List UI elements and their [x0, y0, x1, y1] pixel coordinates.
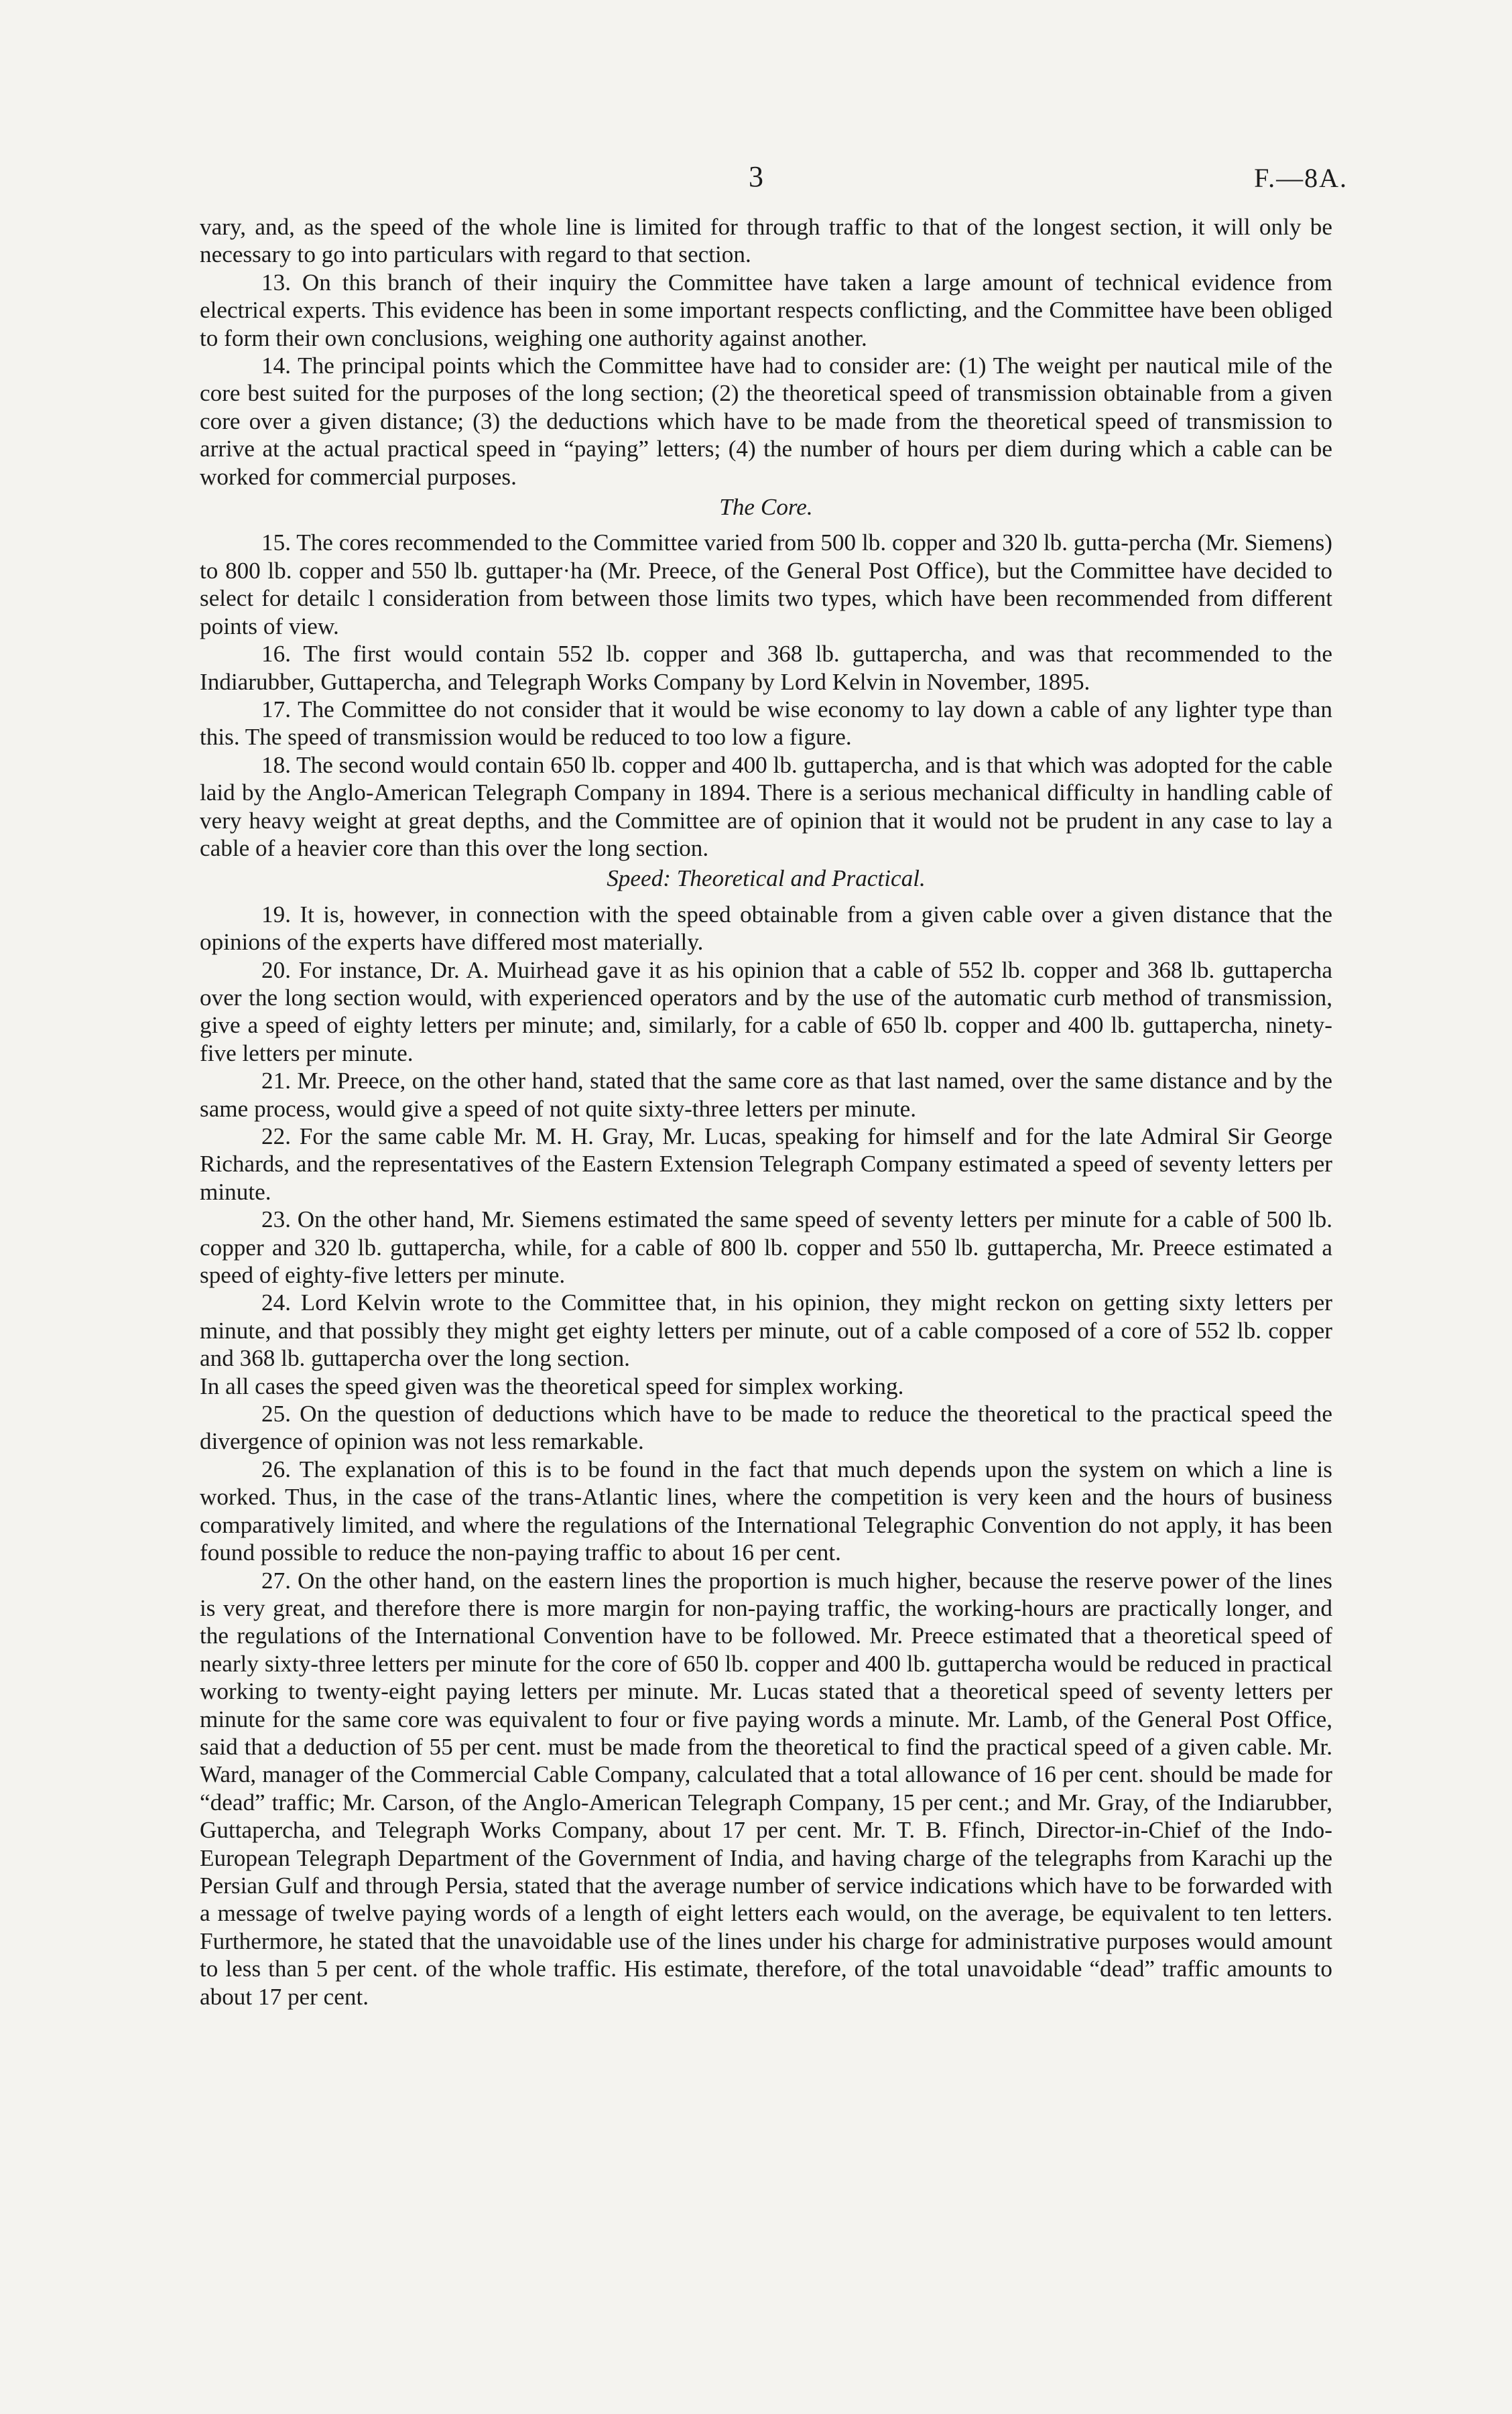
paragraph-15: 15. The cores recommended to the Committee varied from 500 lb. copper and 320 lb. gutta-percha (Mr. Siemens) to 800 lb. copper and 550 lb. guttaper·ha (Mr. Preece, of the General Post Office), but the Committee have decided to select for detailc l consideration from between those limits two types, which have been recommended from different points of view. [200, 529, 1332, 639]
paragraph-16: 16. The first would contain 552 lb. copper and 368 lb. guttapercha, and was that recommended to the Indiarubber, Guttapercha, and Telegraph Works Company by Lord Kelvin in November, 1895. [200, 641, 1332, 695]
body-text [200, 213, 1332, 2011]
paragraph-24: 24. Lord Kelvin wrote to the Committee that, in his opinion, they might reckon on getting sixty letters per minute, and that possibly they might get eighty letters per minute, out of a cable composed of a core of 552 lb. copper and 368 lb. guttapercha over the long section. [200, 1289, 1332, 1372]
paragraph-13: 13. On this branch of their inquiry the Committee have taken a large amount of technical evidence from electrical experts. This evidence has been in some important respects conflicting, and the Committee have been obliged to form their own conclusions, weighing one authority against another. [200, 269, 1332, 351]
paragraph-27: 27. On the other hand, on the eastern lines the proportion is much higher, because the reserve power of the lines is very great, and therefore there is more margin for non-paying traffic, the working-hours are practically longer, and the regulations of the International Convention have to be followed. Mr. Preece estimated that a theoretical speed of nearly sixty-three letters per minute for the core of 650 lb. copper and 400 lb. guttapercha would be reduced in practical working to twenty-eight paying letters per minute. Mr. Lucas stated that a theoretical speed of seventy letters per minute for the same core was equivalent to four or five paying words a minute. Mr. Lamb, of the General Post Office, said that a deduction of 55 per cent. must be made from the theoretical to find the practical speed of a given cable. Mr. Ward, manager of the Commercial Cable Company, calculated that a total allowance of 16 per cent. should be made for “dead” traffic; Mr. Carson, of the Anglo-American Telegraph Company, 15 per cent.; and Mr. Gray, of the Indiarubber, Guttapercha, and Telegraph Works Company, about 17 per cent. Mr. T. B. Ffinch, Director-in-Chief of the Indo-European Telegraph Department of the Government of India, and having charge of the telegraphs from Karachi up the Persian Gulf and through Persia, stated that the average number of service indications which have to be forwarded with a message of twelve paying words of a length of eight letters each would, on the average, be equivalent to ten letters. Furthermore, he stated that the unavoidable use of the lines under his charge for administrative purposes would amount to less than 5 per cent. of the whole traffic. His estimate, therefore, of the total unavoidable “dead” traffic amounts to about 17 per cent. [200, 1567, 1332, 2010]
paragraph-19: 19. It is, however, in connection with the speed obtainable from a given cable over a given distance that the opinions of the experts have differed most materially. [200, 901, 1332, 956]
section-heading-speed: Speed: Theoretical and Practical. [607, 865, 926, 892]
paragraph-14: 14. The principal points which the Committee have had to consider are: (1) The weight per nautical mile of the core best suited for the purposes of the long section; (2) the theoretical speed of transmission obtainable from a given core over a given distance; (3) the deductions which have to be made from the theoretical speed of transmission to arrive at the actual practical speed in “paying” letters; (4) the number of hours per diem during which a cable can be worked for commercial purposes. [200, 353, 1332, 490]
paragraph-21: 21. Mr. Preece, on the other hand, stated that the same core as that last named, over the same distance and by the same process, would give a speed of not quite sixty-three letters per minute. [200, 1068, 1332, 1122]
paragraph-20: 20. For instance, Dr. A. Muirhead gave it as his opinion that a cable of 552 lb. copper and 368 lb. guttapercha over the long section would, with experienced operators and by the use of the automatic curb method of transmission, give a speed of eighty letters per minute; and, similarly, for a cable of 650 lb. copper and 400 lb. guttapercha, ninety-five letters per minute. [200, 956, 1332, 1066]
paragraph-26: 26. The explanation of this is to be found in the fact that much depends upon the system on which a line is worked. Thus, in the case of the trans-Atlantic lines, where the competition is very keen and the hours of business comparatively limited, and where the regulations of the International Telegraphic Convention do not apply, it has been found possible to reduce the non-paying traffic to about 16 per cent. [200, 1456, 1332, 1566]
page-number: 3 [749, 160, 763, 193]
paragraph-continuation: vary, and, as the speed of the whole line is limited for through traffic to that of the longest section, it will only be necessary to go into particulars with regard to that section. [200, 214, 1332, 268]
paragraph-18: 18. The second would contain 650 lb. copper and 400 lb. guttapercha, and is that which was adopted for the cable laid by the Anglo-American Telegraph Company in 1894. There is a serious mechanical difficulty in handling cable of very heavy weight at great depths, and the Committee are of opinion that it would not be prudent in any case to lay a cable of a heavier core than this over the long section. [200, 751, 1332, 861]
paragraph-17: 17. The Committee do not consider that it would be wise economy to lay down a cable of any lighter type than this. The speed of transmission would be reduced to too low a figure. [200, 696, 1332, 751]
paragraph-25: 25. On the question of deductions which have to be made to reduce the theoretical to the practical speed the divergence of opinion was not less remarkable. [200, 1401, 1332, 1455]
paragraph-22: 22. For the same cable Mr. M. H. Gray, Mr. Lucas, speaking for himself and for the late Admiral Sir George Richards, and the representatives of the Eastern Extension Telegraph Company estimated a speed of seventy letters per minute. [200, 1123, 1332, 1205]
series-reference: F.—8A. [1254, 163, 1348, 193]
section-heading-core: The Core. [719, 494, 813, 521]
paragraph-24-note: In all cases the speed given was the theoretical speed for simplex working. [200, 1373, 904, 1399]
paragraph-23: 23. On the other hand, Mr. Siemens estimated the same speed of seventy letters per minute for a cable of 500 lb. copper and 320 lb. guttapercha, while, for a cable of 800 lb. copper and 550 lb. guttapercha, Mr. Preece estimated a speed of eighty-five letters per minute. [200, 1206, 1332, 1289]
